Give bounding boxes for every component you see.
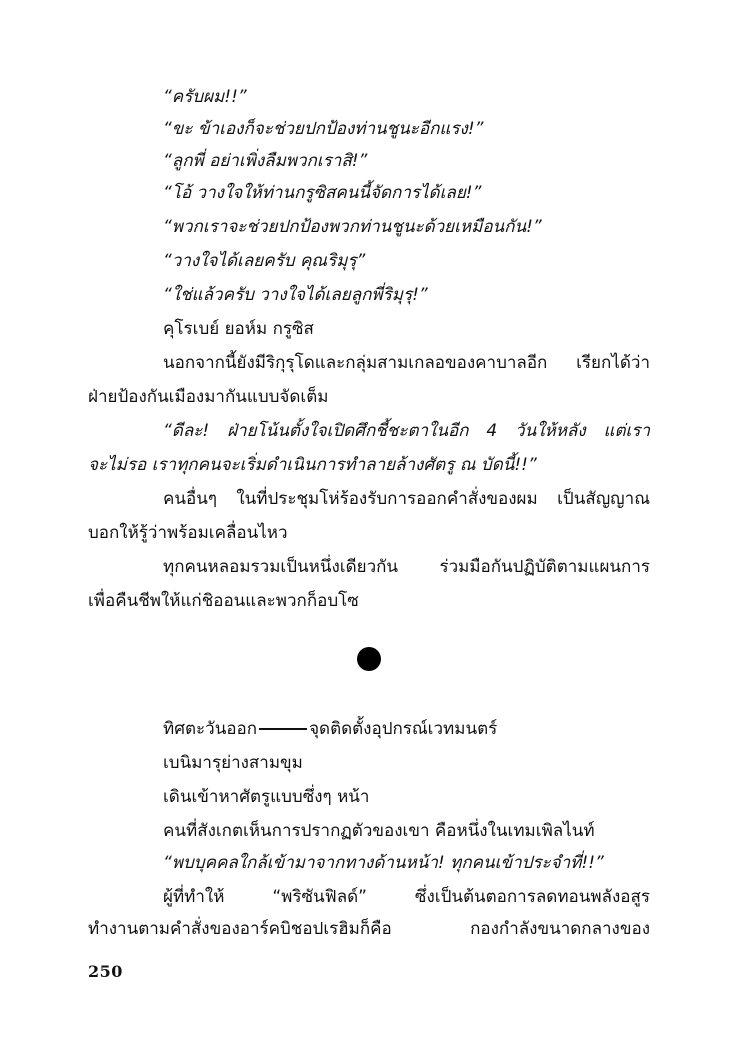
dialogue-line: “โอ้ วางใจให้ท่านกรูซิสคนนี้จัดการได้เลย!” bbox=[163, 183, 482, 203]
narration-line: นอกจากนี้ยังมีริกุรุโดและกลุ่มสามเกลอของคาบาลอีก เรียกได้ว่า bbox=[163, 353, 650, 373]
section-break-dot bbox=[357, 647, 381, 671]
dialogue-line: “ดีละ! ฝ่ายโน้นตั้งใจเปิดศึกชี้ชะตาในอีก 4 วันให้หลัง แต่เรา bbox=[163, 421, 650, 441]
dialogue-line: “พบบุคคลใกล้เข้ามาจากทางด้านหน้า! ทุกคนเข้าประจำที่!!” bbox=[163, 853, 604, 873]
narration-line: เดินเข้าหาศัตรูแบบซึ่งๆ หน้า bbox=[163, 787, 370, 807]
em-dash-rule bbox=[259, 728, 307, 730]
narration-line: บอกให้รู้ว่าพร้อมเคลื่อนไหว bbox=[88, 523, 288, 543]
dialogue-line: “ขะ ข้าเองก็จะช่วยปกป้องท่านชูนะอีกแรง!” bbox=[163, 119, 484, 139]
dialogue-line: “ลูกพี่ อย่าเพิ่งลืมพวกเราสิ!” bbox=[163, 151, 368, 171]
narration-line: คุโรเบย์ ยอห์ม กรูซิส bbox=[163, 319, 314, 339]
narration-line: ฝ่ายป้องกันเมืองมากันแบบจัดเต็ม bbox=[88, 387, 329, 407]
dialogue-line: “ใช่แล้วครับ วางใจได้เลยลูกพี่ริมุรุ!” bbox=[163, 285, 428, 305]
narration-line: ทำงานตามคำสั่งของอาร์คบิชอปเรฮิมก็คือ กองกำลังขนาดกลางของ bbox=[88, 919, 650, 939]
narration-line: ทุกคนหลอมรวมเป็นหนึ่งเดียวกัน ร่วมมือกันปฏิบัติตามแผนการ bbox=[163, 557, 650, 577]
dialogue-line: “ครับผม!!” bbox=[163, 87, 247, 107]
dialogue-line: “พวกเราจะช่วยปกป้องพวกท่านชูนะด้วยเหมือนกัน!” bbox=[163, 217, 542, 237]
section-heading bbox=[163, 717, 497, 741]
page-number: 250 bbox=[88, 962, 123, 981]
narration-line: เบนิมารุย่างสามขุม bbox=[163, 753, 303, 773]
section-heading-location: จุดติดตั้งอุปกรณ์เวทมนตร์ bbox=[309, 719, 498, 739]
section-heading-place: ทิศตะวันออก bbox=[163, 719, 258, 739]
narration-line: คนที่สังเกตเห็นการปรากฏตัวของเขา คือหนึ่งในเทมเพิลไนท์ bbox=[163, 821, 595, 841]
narration-line: เพื่อคืนชีพให้แก่ชิออนและพวกก็อบโซ bbox=[88, 591, 359, 611]
dialogue-line: “วางใจได้เลยครับ คุณริมุรุ” bbox=[163, 251, 366, 271]
dialogue-line: จะไม่รอ เราทุกคนจะเริ่มดำเนินการทำลายล้างศัตรู ณ บัดนี้!!” bbox=[88, 455, 537, 475]
narration-line: คนอื่นๆ ในที่ประชุมโห่ร้องรับการออกคำสั่งของผม เป็นสัญญาณ bbox=[163, 489, 650, 509]
narration-line: ผู้ที่ทำให้ “พริซันฟิลด์” ซึ่งเป็นต้นตอการลดทอนพลังอสูร bbox=[163, 887, 650, 907]
